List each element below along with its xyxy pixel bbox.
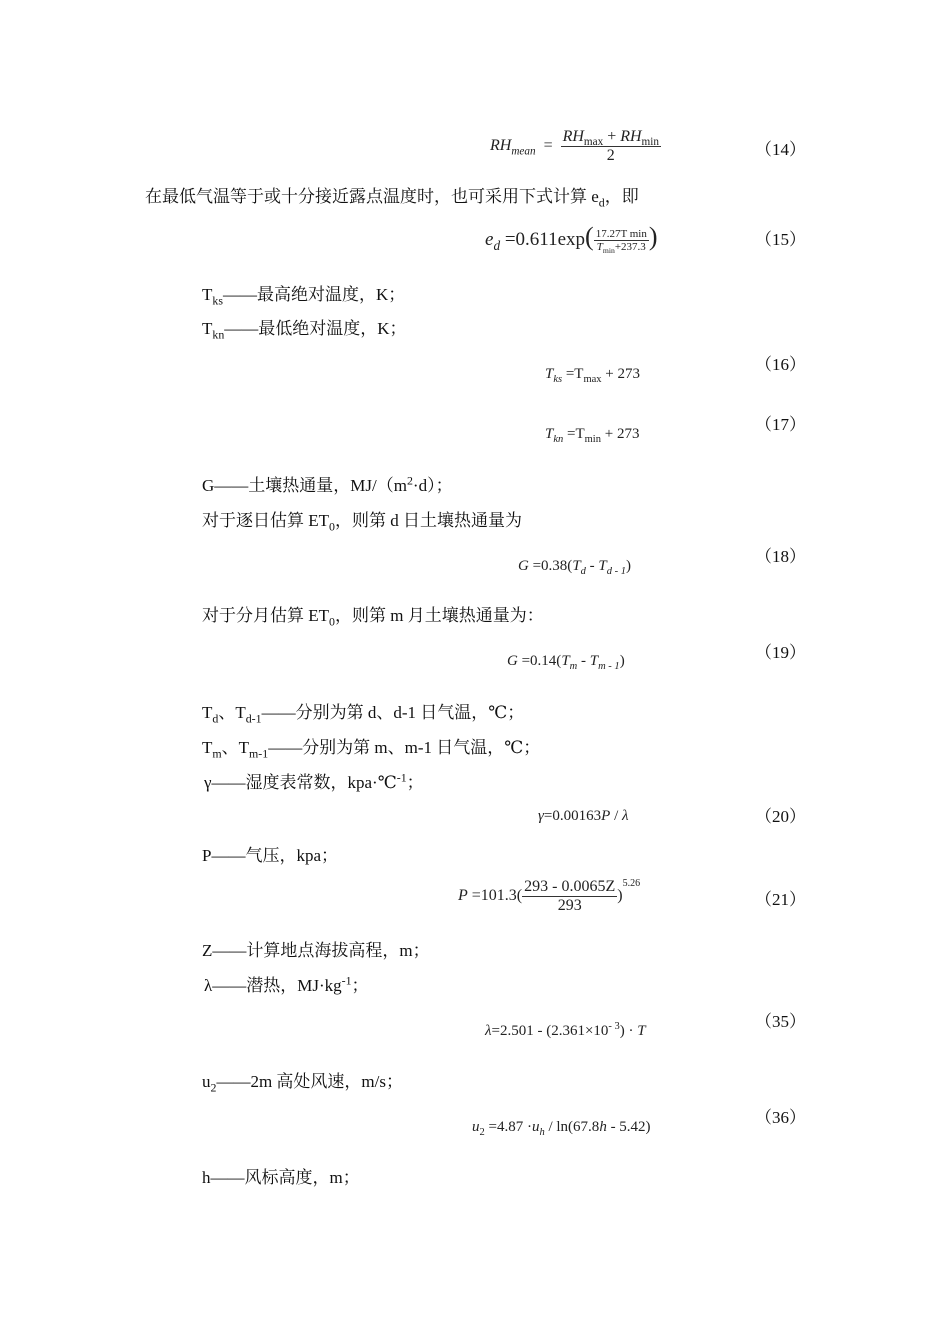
- text-daily: [202, 510, 522, 532]
- eq18-b: =0.38(: [532, 558, 573, 574]
- def-td-mid: 、T: [218, 703, 246, 722]
- eq16-lhs-sub: ks: [553, 374, 563, 385]
- def-tm-s1: m: [212, 746, 222, 761]
- text-monthly: [202, 605, 544, 627]
- equation-17: [545, 426, 639, 443]
- def-td-s2: d-1: [245, 711, 262, 726]
- eq36-d: / ln(67.8: [544, 1119, 600, 1135]
- text-daily-before: 对于逐日估算 ET: [202, 511, 330, 530]
- eq36-c: u: [531, 1119, 540, 1135]
- eq15-lhs: e: [485, 229, 494, 250]
- eq14-num-a: RH: [562, 128, 584, 145]
- eq21-num: 293 - 0.0065Z: [524, 878, 616, 895]
- def-g-sup: 2: [406, 473, 413, 488]
- eq18-a: G: [518, 558, 529, 574]
- eq21-c: ): [617, 887, 623, 905]
- eq21-number: （21）: [755, 890, 806, 909]
- eq19-c: T: [561, 653, 570, 669]
- eq35-c: ) ·: [619, 1023, 634, 1039]
- eq19-e: T: [589, 653, 599, 669]
- equation-36: [472, 1119, 651, 1136]
- eq17-lhs-sub: kn: [553, 434, 564, 445]
- eq18-e-sub: d - 1: [606, 566, 626, 577]
- eq19-number: （19）: [755, 643, 806, 662]
- eq17-mid: =T: [567, 426, 585, 442]
- def-td-s1: d: [212, 711, 219, 726]
- eq14-num-b: RH: [620, 128, 642, 145]
- eq20-c: P: [601, 808, 611, 824]
- def-lambda-sup: -1: [341, 973, 352, 988]
- eq18-number: （18）: [755, 547, 806, 566]
- eq35-b: =2.501 - (2.361×10: [491, 1023, 609, 1039]
- eq21-a: P: [458, 887, 468, 905]
- definition-tm: [202, 737, 540, 759]
- eq17-lhs: T: [545, 426, 554, 442]
- eq35-a: λ: [485, 1023, 492, 1039]
- eq14-num-a-sub: max: [583, 136, 604, 149]
- eq19-c-sub: m: [569, 661, 578, 672]
- eq18-c: T: [572, 558, 581, 574]
- def-tkn-sym: T: [202, 319, 213, 338]
- eq18-e: T: [598, 558, 607, 574]
- definition-tkn: [202, 318, 407, 340]
- eq18-d: -: [585, 558, 599, 574]
- eq20-d: /: [610, 808, 622, 824]
- text-daily-after: ，则第 d 日土壤热通量为: [334, 511, 522, 530]
- equation-20: [538, 808, 628, 825]
- eq16-mid-sub: max: [583, 374, 602, 385]
- definition-g: [202, 475, 453, 497]
- def-g-after: ·d）；: [412, 476, 453, 495]
- def-tm-mid: 、T: [221, 738, 250, 757]
- text-ed-sub: d: [598, 195, 605, 210]
- eq15-fraction: [594, 228, 649, 256]
- eq15-den-rest: +237.3: [614, 241, 646, 254]
- eq36-a: u: [472, 1119, 480, 1135]
- eq36-number: （36）: [755, 1108, 806, 1127]
- def-u2-desc: ——2m 高处风速，m/s；: [216, 1072, 403, 1091]
- eq35-number: （35）: [755, 1012, 806, 1031]
- eq15-rhs: =0.611exp: [504, 229, 586, 250]
- eq14-fraction: [561, 128, 661, 165]
- def-lambda-before: λ——潜热，MJ·kg: [204, 976, 342, 995]
- text-ed-intro: [145, 186, 639, 208]
- eq16-number: （16）: [755, 355, 806, 374]
- eq20-b: =0.00163: [543, 808, 602, 824]
- eq19-d: -: [577, 653, 590, 669]
- eq21-b: =101.3(: [471, 887, 523, 905]
- definition-h: h——风标高度，m；: [202, 1168, 360, 1187]
- definition-u2: [202, 1071, 403, 1093]
- eq35-sup: - 3: [608, 1021, 620, 1032]
- equation-21: [458, 878, 640, 915]
- eq36-e: h: [599, 1119, 607, 1135]
- def-tkn-desc: ——最低绝对温度，K；: [224, 319, 407, 338]
- eq14-den: 2: [606, 147, 615, 164]
- definition-td: [202, 702, 524, 724]
- eq21-fraction: [522, 878, 617, 915]
- eq15-den-sub: min: [602, 246, 615, 256]
- eq21-den: 293: [557, 897, 582, 914]
- eq19-b: =0.14(: [521, 653, 562, 669]
- eq36-f: - 5.42): [606, 1119, 651, 1135]
- def-gamma-before: γ——湿度表常数，kpa·℃: [204, 773, 397, 792]
- eq19-f: ): [619, 653, 625, 669]
- eq35-d: T: [637, 1023, 646, 1039]
- eq36-a-sub: 2: [479, 1127, 485, 1138]
- def-tm-s2: m-1: [249, 746, 269, 761]
- def-tm-t1: T: [202, 738, 213, 757]
- equation-18: [518, 558, 631, 575]
- eq16-lhs: T: [545, 366, 554, 382]
- eq17-rest: + 273: [604, 426, 640, 442]
- text-monthly-before: 对于分月估算 ET: [202, 606, 330, 625]
- eq15-den-t: T: [596, 241, 603, 254]
- def-lambda-after: ；: [351, 976, 369, 995]
- eq17-mid-sub: min: [584, 434, 601, 445]
- eq14-num-b-sub: min: [641, 136, 659, 149]
- eq20-e: λ: [621, 808, 629, 824]
- eq15-num: 17.27T min: [595, 228, 647, 241]
- equation-19: [507, 653, 625, 670]
- eq14-number: （14）: [755, 140, 806, 159]
- text-monthly-after: ，则第 m 月土壤热通量为：: [334, 606, 544, 625]
- def-gamma-after: ；: [406, 773, 424, 792]
- eq21-sup: 5.26: [622, 877, 641, 889]
- def-tkn-sub: kn: [212, 327, 225, 342]
- eq17-number: （17）: [755, 415, 806, 434]
- eq36-b: =4.87 ·: [488, 1119, 532, 1135]
- eq18-c-sub: d: [580, 566, 586, 577]
- eq18-f: ): [626, 558, 631, 574]
- definition-lambda: [204, 975, 369, 997]
- eq14-lhs: RH: [490, 137, 512, 155]
- eq14-equals: =: [543, 137, 553, 155]
- equation-14: [490, 128, 661, 165]
- def-td-t1: T: [202, 703, 213, 722]
- def-tm-desc: ——分别为第 m、m-1 日气温，℃；: [268, 738, 541, 757]
- equation-35: [485, 1023, 646, 1040]
- equation-15: $e_d =0.611\exp$( $\frac{\text{17.27T min}}{T_{min}+237.3}$ ): [485, 222, 658, 256]
- def-gamma-sup: -1: [396, 770, 407, 785]
- eq14-plus: +: [607, 128, 617, 145]
- definition-gamma: [204, 772, 424, 794]
- definition-p: P——气压，kpa；: [202, 846, 338, 865]
- definition-tks: [202, 284, 405, 306]
- equation-16: [545, 366, 640, 383]
- eq15-lhs-sub: d: [493, 237, 501, 253]
- eq20-a: γ: [538, 808, 544, 824]
- def-u2-sub: 2: [210, 1080, 217, 1095]
- eq15-number: （15）: [755, 230, 806, 249]
- eq36-c-sub: h: [539, 1127, 545, 1138]
- text-ed-before: 在最低气温等于或十分接近露点温度时，也可采用下式计算 e: [145, 187, 599, 206]
- text-daily-sub: 0: [329, 519, 335, 534]
- def-tks-sym: T: [202, 285, 213, 304]
- eq16-mid: =T: [565, 366, 584, 382]
- definition-z: Z——计算地点海拔高程，m；: [202, 941, 430, 960]
- text-ed-after: ，即: [604, 187, 639, 206]
- def-u2-sym: u: [202, 1072, 211, 1091]
- eq16-rest: + 273: [605, 366, 641, 382]
- eq14-lhs-sub: mean: [511, 145, 536, 158]
- def-g-before: G——土壤热通量，MJ/（m: [202, 476, 407, 495]
- eq19-e-sub: m - 1: [598, 661, 620, 672]
- def-tks-desc: ——最高绝对温度，K；: [222, 285, 406, 304]
- eq20-number: （20）: [755, 807, 806, 826]
- eq19-a: G: [507, 653, 518, 669]
- def-tks-sub: ks: [212, 293, 223, 308]
- text-monthly-sub: 0: [329, 614, 335, 629]
- def-td-desc: ——分别为第 d、d-1 日气温，℃；: [261, 703, 525, 722]
